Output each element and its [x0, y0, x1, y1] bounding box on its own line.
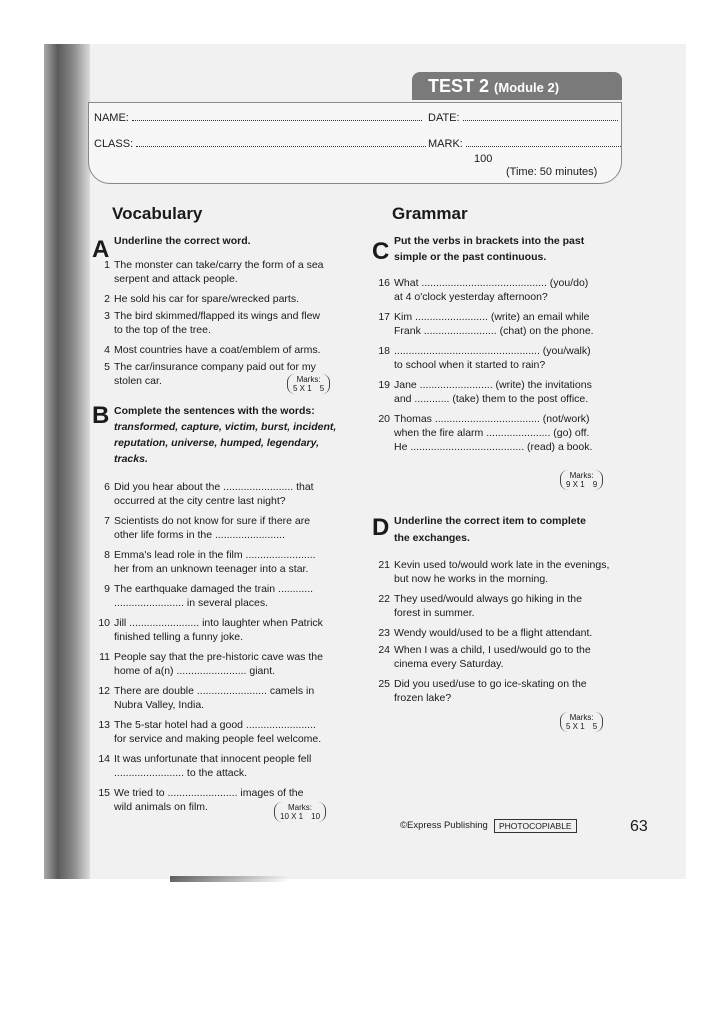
marks-calc: 5 X 1	[293, 384, 312, 393]
marks-label: Marks:	[569, 713, 594, 722]
item-text-line: The bird skimmed/flapped its wings and flew	[114, 310, 321, 322]
vocab-a-item-4	[104, 343, 346, 357]
item-text-line: He sold his car for spare/wrecked parts.	[114, 293, 299, 305]
item-text-line: wild animals on film.	[114, 801, 208, 813]
exercise-c-instruction: Put the verbs in brackets into the past	[394, 235, 585, 247]
marks-row	[293, 384, 324, 393]
item-text-line: for service and making people feel welcome.	[114, 733, 322, 745]
item-text-line: He ....................................... (read) a book.	[394, 441, 593, 453]
date-field[interactable]	[428, 111, 618, 124]
item-text-line: Frank ......................... (chat) on the phone.	[394, 325, 594, 337]
exercise-d-instruction: the exchanges.	[394, 532, 470, 544]
item-text-line: ........................ in several places.	[114, 597, 269, 609]
marks-total: 5	[319, 384, 325, 393]
item-text-line: Did you used/use to go ice-skating on the	[394, 678, 587, 690]
vocab-a-item-3	[104, 309, 346, 337]
item-text-line: other life forms in the ........................	[114, 529, 285, 541]
item-number: 3	[104, 310, 110, 322]
exercise-letter-c: C	[372, 238, 390, 265]
test-title: TEST 2	[428, 76, 490, 96]
marks-total: 10	[311, 812, 321, 821]
grammar-d-item-21	[378, 558, 622, 586]
item-text-line: occurred at the city centre last night?	[114, 495, 286, 507]
vocabulary-title: Vocabulary	[112, 204, 203, 223]
item-number: 9	[104, 583, 110, 595]
name-label: NAME:	[94, 112, 129, 124]
grammar-d-item-23	[378, 626, 622, 640]
class-field[interactable]	[94, 137, 426, 150]
marks-calc: 5 X 1	[566, 722, 585, 731]
item-number: 23	[378, 627, 390, 639]
grammar-c-item-19	[378, 378, 622, 406]
name-field[interactable]	[94, 111, 422, 124]
item-text-line: There are double ........................ camels in	[114, 685, 315, 697]
test-title-tab	[412, 72, 622, 100]
mark-total: 100	[474, 153, 493, 165]
item-number: 19	[378, 379, 390, 391]
item-number: 2	[104, 293, 110, 305]
item-text-line: frozen lake?	[394, 692, 452, 704]
item-text-line: The earthquake damaged the train ............	[114, 583, 314, 595]
marks-label: Marks:	[288, 803, 313, 812]
item-text-line: Scientists do not know for sure if there are	[114, 515, 311, 527]
item-text-line: Kevin used to/would work late in the evenings,	[394, 559, 610, 571]
item-text-line: Emma's lead role in the film ........................	[114, 549, 316, 561]
item-number: 16	[378, 277, 390, 289]
publisher-credit: ©Express Publishing	[400, 820, 488, 831]
item-text-line: What ........................................... (you/do)	[394, 277, 589, 289]
item-text-line: The car/insurance company paid out for my	[114, 361, 316, 373]
item-text-line: Wendy would/used to be a flight attendant.	[394, 627, 593, 639]
vocab-b-item-13	[98, 718, 346, 746]
item-number: 25	[378, 678, 390, 690]
vocab-a-item-1	[104, 258, 346, 286]
marks-label: Marks:	[569, 471, 594, 480]
photocopiable-badge: PHOTOCOPIABLE	[494, 819, 577, 833]
grammar-c-item-16	[378, 276, 622, 304]
vocab-a-item-2	[104, 292, 346, 306]
exercise-b-instruction: Complete the sentences with the words:	[114, 405, 315, 417]
item-number: 7	[104, 515, 110, 527]
exercise-b-word-list	[114, 452, 148, 466]
item-text-line: when the fire alarm ...................... (go) off.	[394, 427, 590, 439]
vocab-b-item-7	[104, 514, 346, 542]
vocab-b-item-11	[99, 650, 346, 678]
vocab-b-item-12	[98, 684, 346, 712]
word-list-line: reputation, universe, humped, legendary,	[114, 437, 319, 449]
exercise-b-marks	[274, 802, 326, 822]
item-text-line: stolen car.	[114, 375, 162, 387]
marks-row	[280, 812, 320, 821]
exercise-a-instruction: Underline the correct word.	[114, 235, 251, 247]
grammar-c-item-17	[378, 310, 622, 338]
item-number: 13	[98, 719, 110, 731]
grammar-c-item-20	[378, 412, 622, 454]
item-number: 17	[378, 311, 390, 323]
book-spine-shadow	[44, 44, 90, 879]
item-text-line: but now he works in the morning.	[394, 573, 549, 585]
item-number: 21	[378, 559, 390, 571]
item-text-line: to the top of the tree.	[114, 324, 211, 336]
exercise-letter-b: B	[92, 402, 110, 429]
item-number: 20	[378, 413, 390, 425]
marks-row	[566, 480, 597, 489]
grammar-d-item-25	[378, 677, 622, 705]
item-text-line: .................................................. (you/walk)	[394, 345, 591, 357]
exercise-d-instruction: Underline the correct item to complete	[394, 515, 586, 527]
date-label: DATE:	[428, 112, 460, 124]
time-limit: (Time: 50 minutes)	[506, 166, 598, 178]
item-text-line: her from an unknown teenager into a star.	[114, 563, 309, 575]
item-number: 5	[104, 361, 110, 373]
grammar-title: Grammar	[392, 204, 468, 223]
item-number: 1	[104, 259, 110, 271]
item-number: 4	[104, 344, 110, 356]
item-number: 8	[104, 549, 110, 561]
item-text-line: and ............ (take) them to the post office.	[394, 393, 589, 405]
item-text-line: Most countries have a coat/emblem of arms.	[114, 344, 321, 356]
grammar-d-item-24	[378, 643, 622, 671]
item-text-line: at 4 o'clock yesterday afternoon?	[394, 291, 548, 303]
marks-calc: 10 X 1	[280, 812, 304, 821]
item-text-line: Jane ......................... (write) the invitations	[394, 379, 592, 391]
item-text-line: ........................ to the attack.	[114, 767, 248, 779]
exercise-a-marks	[287, 374, 330, 394]
exercise-letter-a: A	[92, 236, 110, 263]
item-text-line: The 5-star hotel had a good ........................	[114, 719, 316, 731]
item-text-line: It was unfortunate that innocent people fell	[114, 753, 312, 765]
marks-label: Marks:	[296, 375, 321, 384]
marks-total: 9	[592, 480, 598, 489]
marks-total: 5	[592, 722, 598, 731]
word-list-line: transformed, capture, victim, burst, incident,	[114, 421, 337, 433]
mark-label: MARK:	[428, 138, 463, 150]
item-text-line: Nubra Valley, India.	[114, 699, 205, 711]
item-text-line: When I was a child, I used/would go to the	[394, 644, 591, 656]
item-text-line: forest in summer.	[394, 607, 475, 619]
exercise-b-word-list	[114, 436, 319, 450]
item-number: 22	[378, 593, 390, 605]
page-bottom-shadow	[170, 876, 290, 882]
vocab-b-item-9	[104, 582, 346, 610]
item-text-line: to school when it started to rain?	[394, 359, 546, 371]
item-text-line: cinema every Saturday.	[394, 658, 504, 670]
page-number: 63	[630, 818, 648, 835]
item-number: 15	[98, 787, 110, 799]
item-text-line: serpent and attack people.	[114, 273, 238, 285]
item-number: 11	[99, 651, 110, 663]
item-text-line: home of a(n) ........................ giant.	[114, 665, 276, 677]
item-number: 12	[98, 685, 110, 697]
grammar-c-item-18	[378, 344, 622, 372]
class-label: CLASS:	[94, 138, 134, 150]
item-text-line: People say that the pre-historic cave was the	[114, 651, 323, 663]
item-text-line: They used/would always go hiking in the	[394, 593, 582, 605]
grammar-d-item-22	[378, 592, 622, 620]
mark-field[interactable]	[428, 137, 621, 150]
item-number: 18	[378, 345, 390, 357]
word-list-line: tracks.	[114, 453, 148, 465]
exercise-c-marks	[560, 470, 603, 490]
marks-row	[566, 722, 597, 731]
item-text-line: Kim ......................... (write) an email while	[394, 311, 590, 323]
marks-calc: 9 X 1	[566, 480, 585, 489]
test-module: (Module 2)	[494, 80, 560, 95]
item-number: 10	[98, 617, 110, 629]
item-text-line: Jill ........................ into laughter when Patrick	[114, 617, 323, 629]
exercise-b-word-list	[114, 420, 336, 434]
vocab-b-item-8	[104, 548, 346, 576]
vocab-b-item-10	[98, 616, 346, 644]
item-number: 24	[378, 644, 390, 656]
item-text-line: The monster can take/carry the form of a sea	[114, 259, 324, 271]
exercise-d-marks	[560, 712, 603, 732]
vocab-b-item-14	[98, 752, 346, 780]
item-text-line: Did you hear about the ........................ that	[114, 481, 314, 493]
item-text-line: We tried to ........................ images of the	[114, 787, 304, 799]
item-number: 14	[98, 753, 110, 765]
vocab-b-item-6	[104, 480, 346, 508]
item-text-line: Thomas .................................... (not/work)	[394, 413, 590, 425]
exercise-c-instruction: simple or the past continuous.	[394, 251, 547, 263]
item-text-line: finished telling a funny joke.	[114, 631, 243, 643]
exercise-letter-d: D	[372, 514, 390, 541]
item-number: 6	[104, 481, 110, 493]
